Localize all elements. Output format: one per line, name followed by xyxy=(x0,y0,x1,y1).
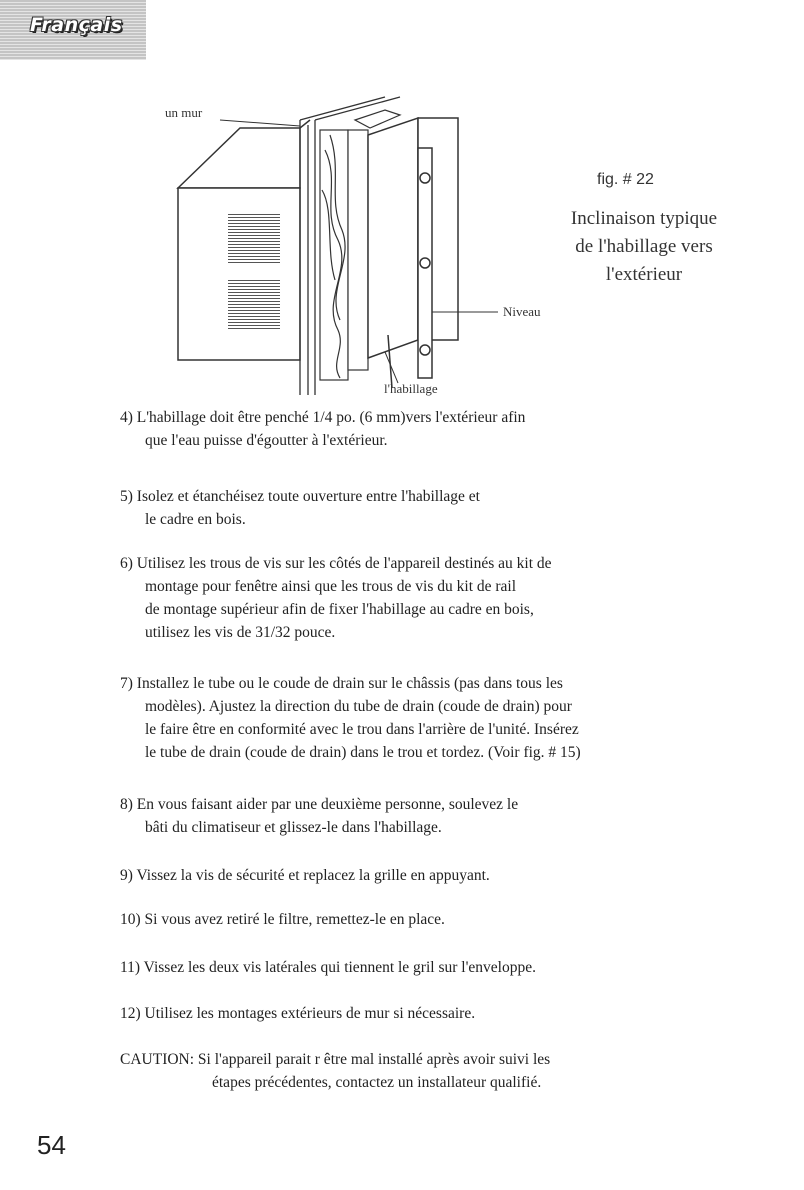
step-line: modèles). Ajustez la direction du tube de drain (coude de drain) pour xyxy=(145,698,572,715)
sleeve-installation-illustration xyxy=(170,90,510,400)
caution-note xyxy=(120,1048,550,1094)
step-11 xyxy=(120,956,536,979)
label-level: Niveau xyxy=(503,304,541,319)
caption-line: de l'habillage vers xyxy=(575,236,713,257)
step-8 xyxy=(120,793,518,839)
step-line: le faire être en conformité avec le trou dans l'arrière de l'unité. Insérez xyxy=(145,721,579,738)
step-line: le cadre en bois. xyxy=(145,511,246,528)
step-line: 10) Si vous avez retiré le filtre, remettez-le en place. xyxy=(120,911,445,928)
step-line: montage pour fenêtre ainsi que les trous de vis du kit de rail xyxy=(145,578,517,595)
step-line: utilisez les vis de 31/32 pouce. xyxy=(145,624,336,641)
language-tab xyxy=(0,0,146,60)
step-10 xyxy=(120,908,445,931)
step-line: 4) L'habillage doit être penché 1/4 po. (6 mm)vers l'extérieur afin xyxy=(120,409,526,426)
step-4 xyxy=(120,406,525,452)
label-sleeve: l'habillage xyxy=(384,381,438,396)
label-wall: un mur xyxy=(165,105,203,120)
step-7 xyxy=(120,672,581,764)
step-line: 8) En vous faisant aider par une deuxième personne, soulevez le xyxy=(120,796,519,813)
step-line: 9) Vissez la vis de sécurité et replacez la grille en appuyant. xyxy=(120,867,490,884)
figure-number: fig. # 22 xyxy=(597,171,654,188)
air-conditioner-unit xyxy=(178,120,310,360)
step-12 xyxy=(120,1002,475,1025)
step-line: 6) Utilisez les trous de vis sur les côtés de l'appareil destinés au kit de xyxy=(120,555,552,572)
step-line: 12) Utilisez les montages extérieurs de mur si nécessaire. xyxy=(120,1005,476,1022)
page-number: 54 xyxy=(37,1130,66,1160)
step-line: 5) Isolez et étanchéisez toute ouverture entre l'habillage et xyxy=(120,488,480,505)
sleeve xyxy=(368,118,458,388)
step-5 xyxy=(120,485,480,531)
step-line: le tube de drain (coude de drain) dans le trou et tordez. (Voir fig. # 15) xyxy=(145,744,581,761)
caption-line: l'extérieur xyxy=(605,264,683,285)
step-line: étapes précédentes, contactez un installateur qualifié. xyxy=(212,1074,542,1091)
step-line: que l'eau puisse d'égoutter à l'extérieur. xyxy=(145,432,388,449)
caption-line: Inclinaison typique xyxy=(570,208,718,229)
step-6 xyxy=(120,552,552,644)
step-line: de montage supérieur afin de fixer l'habillage au cadre en bois, xyxy=(145,601,534,618)
figure-caption xyxy=(540,205,748,289)
step-9 xyxy=(120,864,490,887)
step-line: bâti du climatiseur et glissez-le dans l'habillage. xyxy=(145,819,442,836)
step-line: 7) Installez le tube ou le coude de drain sur le châssis (pas dans tous les xyxy=(120,675,563,692)
step-line: 11) Vissez les deux vis latérales qui tiennent le gril sur l'enveloppe. xyxy=(120,959,536,976)
language-tab-label: Français xyxy=(30,14,123,36)
step-line: CAUTION: Si l'appareil parait r être mal installé après avoir suivi les xyxy=(120,1051,551,1068)
